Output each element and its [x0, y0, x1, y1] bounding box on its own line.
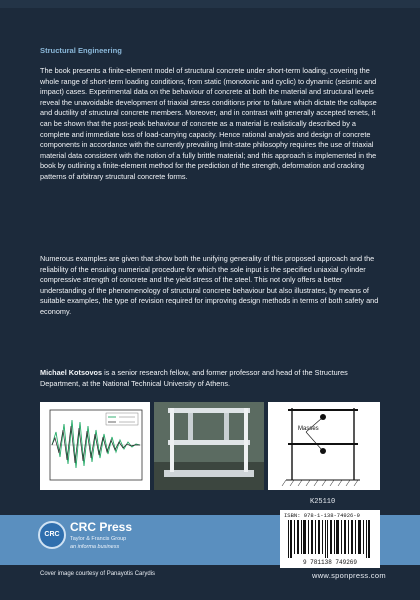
cover-image-credit: Cover image courtesy of Panayotis Carydis [40, 571, 156, 577]
publisher-website[interactable]: www.sponpress.com [312, 571, 386, 580]
product-code: K25110 [310, 498, 336, 506]
barcode-number: 9 781138 749269 [302, 559, 357, 566]
isbn-text: ISBN: 978-1-138-74926-9 [284, 512, 360, 519]
cover-figures [40, 402, 380, 490]
publisher-name: CRC Press [70, 520, 133, 534]
blurb-paragraph-2: Numerous examples are given that show both the unifying generality of this proposed approach and the reliability of the ensuing numerical procedure for which the sole input is the specified uniaxial cylinder compressive strength of concrete and the yield stress of the steel. This not only offers a better understanding of the phenomenology of structural concrete behaviour but also illustrates, by means of suitable examples, the type of revision required for improving design methods in terms of both safety and economy. [40, 254, 379, 316]
crc-logo-icon: CRC [38, 521, 66, 549]
author-name: Michael Kotsovos [40, 368, 103, 377]
top-edge [0, 0, 420, 8]
publisher-tagline: an informa business [70, 544, 120, 550]
author-bio [40, 368, 380, 389]
test-frame-photo [154, 402, 264, 490]
isbn-barcode [280, 510, 380, 568]
author-bio-text: is a senior research fellow, and former professor and head of the Structures Department, at the National Technical University of Athens. [40, 368, 348, 388]
publisher-group: Taylor & Francis Group [70, 536, 127, 542]
blurb-paragraph-1: The book presents a finite-element model of structural concrete under short-term loading, covering the whole range of short-term loading conditions, from static (monotonic and cyclic) to dynamic (seismic and impact) cases. Experimental data on the behaviour of concrete at both the material and structural levels reveal the unavoidable development of triaxial stress conditions prior to failure which dictate the collapse and ductility of structural concrete members. Moreover, and in contrast with generally accepted tenets, it can be shown that the post-peak behaviour of concrete as a material is realistically described by a complete and immediate loss of load-carrying capacity. Hence rational analysis and design of concrete components in accordance with the currently prevailing limit-state philosophy requires the use of triaxial material data consistent with the notion of a fully brittle material; and this approach is implemented in the book by outlining a finite-element method for the prediction of the strength, deformation and cracking patterns of arbitrary structural concrete forms. [40, 66, 377, 181]
frame-masses-diagram [268, 402, 380, 490]
masses-label: Masses [298, 426, 319, 432]
category-heading: Structural Engineering [40, 46, 122, 55]
response-chart-image [40, 402, 150, 490]
